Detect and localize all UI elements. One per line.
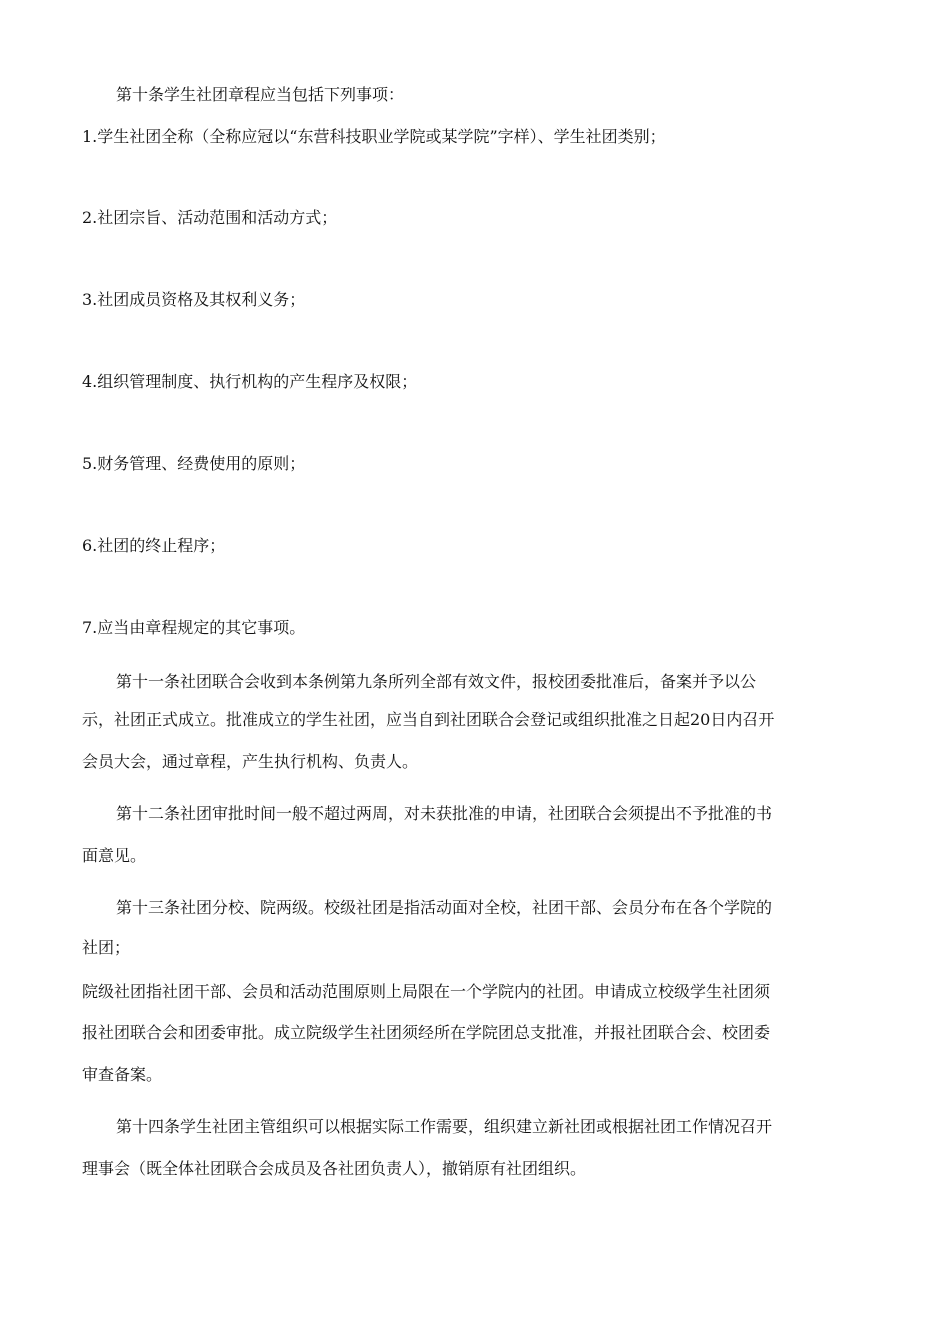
article-13-line-2: 社团；	[82, 938, 131, 957]
article-14-line-1: 第十四条学生社团主管组织可以根据实际工作需要，组织建立新社团或根据社团工作情况召开	[116, 1117, 773, 1136]
article-13-line-5: 审查备案。	[82, 1065, 163, 1084]
article-12-line-1: 第十二条社团审批时间一般不超过两周，对未获批准的申请，社团联合会须提出不予批准的书	[116, 804, 773, 823]
article-13-line-3: 院级社团指社团干部、会员和活动范围原则上局限在一个学院内的社团。申请成立校级学生社团须	[82, 982, 771, 1001]
list-item-7: 7.应当由章程规定的其它事项。	[82, 618, 306, 637]
article-13-line-1: 第十三条社团分校、院两级。校级社团是指活动面对全校，社团干部、会员分布在各个学院的	[116, 898, 773, 917]
list-item-6: 6.社团的终止程序；	[82, 536, 226, 555]
article-11-line-2: 示，社团正式成立。批准成立的学生社团，应当自到社团联合会登记或组织批准之日起20日内召开	[82, 710, 775, 729]
list-item-2: 2.社团宗旨、活动范围和活动方式；	[82, 208, 338, 227]
list-item-5: 5.财务管理、经费使用的原则；	[82, 454, 306, 473]
list-item-4: 4.组织管理制度、执行机构的产生程序及权限；	[82, 372, 418, 391]
article-12-line-2: 面意见。	[82, 846, 147, 865]
article-11-line-1: 第十一条社团联合会收到本条例第九条所列全部有效文件，报校团委批准后，备案并予以公	[116, 672, 757, 691]
article-13-line-4: 报社团联合会和团委审批。成立院级学生社团须经所在学院团总支批准，并报社团联合会、校团委	[82, 1023, 771, 1042]
article-14-line-2: 理事会（既全体社团联合会成员及各社团负责人），撤销原有社团组织。	[82, 1159, 587, 1178]
article-11-line-3: 会员大会，通过章程，产生执行机构、负责人。	[82, 752, 419, 771]
list-item-3: 3.社团成员资格及其权利义务；	[82, 290, 306, 309]
list-item-1: 1.学生社团全称（全称应冠以“东营科技职业学院或某学院”字样）、学生社团类别；	[82, 127, 666, 146]
article-10-intro: 第十条学生社团章程应当包括下列事项：	[116, 85, 405, 104]
